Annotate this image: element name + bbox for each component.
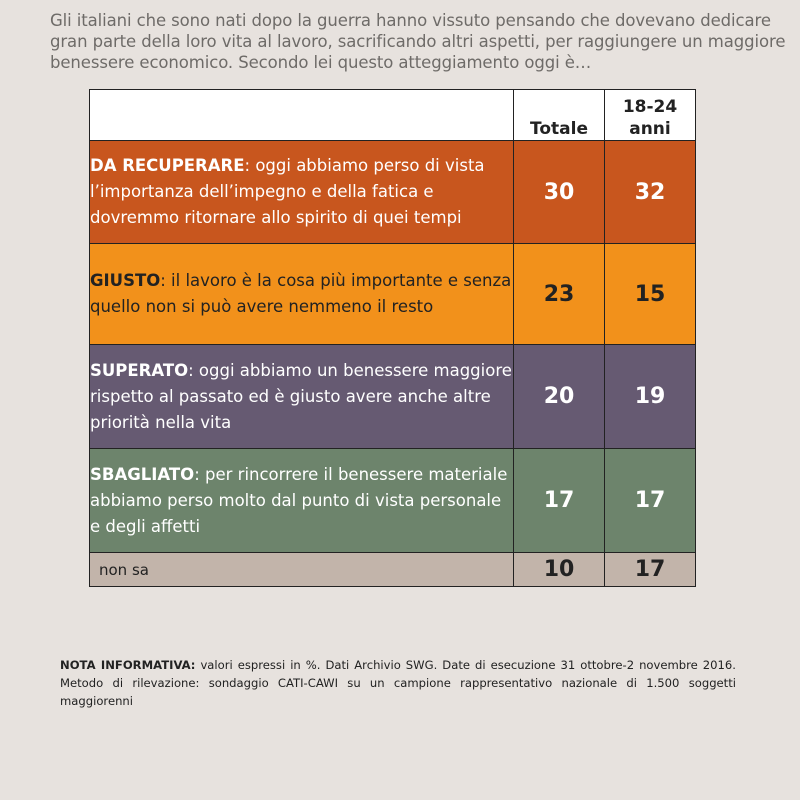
note-label: NOTA INFORMATIVA:: [60, 658, 196, 672]
value-18-24: 17: [605, 449, 696, 553]
header-age-range: 18-24: [622, 97, 678, 117]
row-key: DA RECUPERARE: [90, 156, 245, 175]
row-key: SBAGLIATO: [90, 464, 195, 484]
value-totale: 17: [514, 449, 605, 553]
row-text: non sa: [99, 560, 149, 579]
value-18-24: 32: [605, 141, 696, 244]
value-totale: 23: [514, 244, 605, 345]
table-row: [90, 553, 696, 587]
row-key: GIUSTO: [90, 271, 161, 290]
table-header-row: [90, 90, 696, 141]
row-label-non-sa: [90, 553, 514, 587]
header-totale-label: Totale: [530, 119, 588, 139]
row-text: : oggi abbiamo perso di vista l’importanza dell’impegno e della fatica e dovremmo ritornare allo spirito di quei tempi: [90, 156, 485, 227]
header-age-group: [605, 90, 696, 141]
table-row: [90, 345, 696, 449]
survey-question: Gli italiani che sono nati dopo la guerra hanno vissuto pensando che dovevano dedicare gran parte della loro vita al lavoro, sacrificando altri aspetti, per raggiungere un maggiore benessere economico. Secondo lei questo atteggiamento oggi è…: [50, 11, 786, 72]
methodology-note: [60, 656, 736, 710]
header-blank-cell: [90, 90, 514, 141]
row-label-sbagliato: [90, 449, 514, 553]
note-text: valori espressi in %. Dati Archivio SWG. Date di esecuzione 31 ottobre-2 novembre 2016. Metodo di rilevazione: sondaggio CATI-CAWI su un campione rappresentativo nazionale di 1.500 soggetti maggiorenni: [60, 658, 736, 708]
table-row: [90, 244, 696, 345]
row-text: : per rincorrere il benessere materiale abbiamo perso molto dal punto di vista personale e degli affetti: [90, 464, 508, 536]
row-text: : oggi abbiamo un benessere maggiore rispetto al passato ed è giusto avere anche altre priorità nella vita: [90, 360, 512, 432]
value-18-24: 17: [605, 553, 696, 587]
value-18-24: 19: [605, 345, 696, 449]
row-label-giusto: [90, 244, 514, 345]
header-totale: [514, 90, 605, 141]
row-label-superato: [90, 345, 514, 449]
table-row: [90, 449, 696, 553]
value-18-24: 15: [605, 244, 696, 345]
value-totale: 30: [514, 141, 605, 244]
value-totale: 20: [514, 345, 605, 449]
row-text: : il lavoro è la cosa più importante e senza quello non si può avere nemmeno il resto: [90, 271, 512, 316]
row-key: SUPERATO: [90, 360, 189, 380]
results-table: [89, 89, 696, 587]
table-row: [90, 141, 696, 244]
value-totale: 10: [514, 553, 605, 587]
header-age-unit: anni: [629, 119, 671, 139]
row-label-da-recuperare: [90, 141, 514, 244]
